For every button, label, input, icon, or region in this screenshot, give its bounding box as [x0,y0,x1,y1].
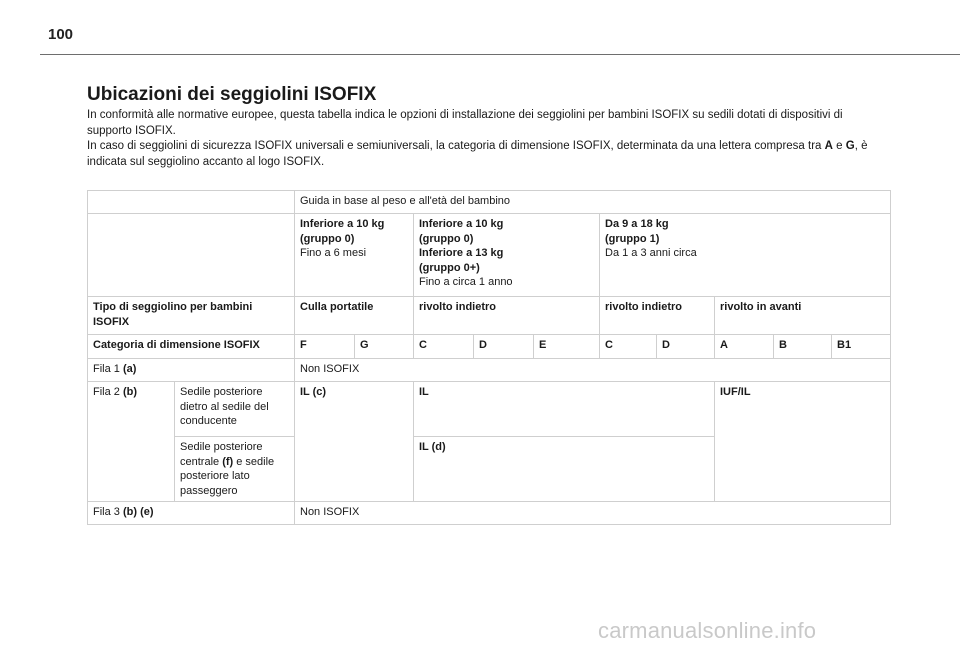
seat-type-label: Tipo di seggiolino per bambini ISOFIX [88,297,295,335]
intro-paragraph-1: In conformità alle normative europee, questa tabella indica le opzioni di installazione dei seggiolini per bambini ISOFIX su sedili dotati di dispositivi di supporto ISOFIX. [87,109,843,137]
seat-type-rear-1: rivolto indietro [414,297,600,335]
guide-header-cell: Guida in base al peso e all'età del bambino [295,191,891,214]
table-row-seat-type [88,297,891,335]
fila-2-rear-value-passenger: IL (d) [414,437,715,502]
fila-3-value: Non ISOFIX [295,502,891,525]
size-category-cell: G [355,335,414,359]
weight-group-cell-3 [600,214,891,297]
watermark: carmanualsonline.info [598,618,817,643]
fila-2-label [88,382,175,502]
weight-group-3-age: Da 1 a 3 anni circa [605,247,697,259]
size-category-cell: F [295,335,355,359]
fila-2-note: (b) [122,386,138,398]
seat-type-rear-2: rivolto indietro [600,297,715,335]
size-category-cell: A [715,335,774,359]
table-row-size-category [88,335,891,359]
fila-1-note: (a) [122,363,137,375]
size-category-label: Categoria di dimensione ISOFIX [88,335,295,359]
fila-1-label [88,359,295,382]
weight-group-2-group: (gruppo 0) [419,232,474,245]
size-category-cell: C [600,335,657,359]
fila-3-note: (b) (e) [122,506,154,518]
seat-type-culla: Culla portatile [295,297,414,335]
fila-1-value: Non ISOFIX [295,359,891,382]
table-row-guide [88,191,891,214]
weight-group-2-weight-2: Inferiore a 13 kg [419,247,504,259]
fila-2-culla-value: IL (c) [295,382,414,502]
fila-2-seat-driver: Sedile posteriore dietro al sedile del conducente [175,382,295,437]
weight-group-2-weight: Inferiore a 10 kg [419,218,504,230]
table-row-fila-3 [88,502,891,525]
fila-2-forward-value: IUF/IL [715,382,891,502]
table-row-weight-groups [88,214,891,297]
size-category-cell: C [414,335,474,359]
fila-2-seat-passenger-text-1: Sedile posteriore centrale [180,441,263,468]
weight-group-1-group: (gruppo 0) [300,232,355,245]
intro-letter-g: G [845,140,855,152]
fila-2-rear-value-driver: IL [414,382,715,437]
page-number: 100 [48,26,74,43]
seat-type-forward: rivolto in avanti [715,297,891,335]
fila-2-seat-passenger-text-2: e sedile posteriore lato passeggero [180,455,275,497]
intro-paragraph-2-part-a: In caso di seggiolini di sicurezza ISOFIX universali e semiuniversali, la categoria di dimensione ISOFIX, determinata da una lettera compresa tra [87,140,825,152]
table-row-fila-2-driver-side [88,382,891,437]
weight-group-3-group: (gruppo 1) [605,232,660,245]
size-category-cell: B [774,335,832,359]
fila-1-text: Fila 1 [93,363,123,375]
fila-3-label [88,502,295,525]
weight-group-3-weight: Da 9 a 18 kg [605,218,669,230]
weight-group-cell-2 [414,214,600,297]
intro-paragraph-2-part-c: , è indicata sul seggiolino accanto al logo ISOFIX. [87,140,868,168]
intro-text [87,108,887,170]
isofix-table [87,190,891,525]
size-category-cell: D [474,335,534,359]
weight-group-2-age: Fino a circa 1 anno [419,276,513,288]
weight-group-2-group-2: (gruppo 0+) [419,261,480,274]
intro-letter-a: A [824,140,833,152]
weight-group-1-age: Fino a 6 mesi [300,247,367,259]
size-category-cell: B1 [832,335,891,359]
weight-label-cell [88,214,295,297]
fila-3-text: Fila 3 [93,506,123,518]
intro-paragraph-2 [87,139,887,170]
weight-group-1-weight: Inferiore a 10 kg [300,218,385,230]
fila-2-seat-passenger [175,437,295,502]
header-divider [40,54,960,55]
intro-paragraph-2-part-b: e [832,140,846,152]
table-row-fila-1 [88,359,891,382]
table-corner-cell [88,191,295,214]
section-title: Ubicazioni dei seggiolini ISOFIX [87,84,377,105]
size-category-cell: D [657,335,715,359]
fila-2-text: Fila 2 [93,386,123,398]
fila-2-seat-passenger-note: (f) [222,455,234,468]
size-category-cell: E [534,335,600,359]
weight-group-cell-1 [295,214,414,297]
